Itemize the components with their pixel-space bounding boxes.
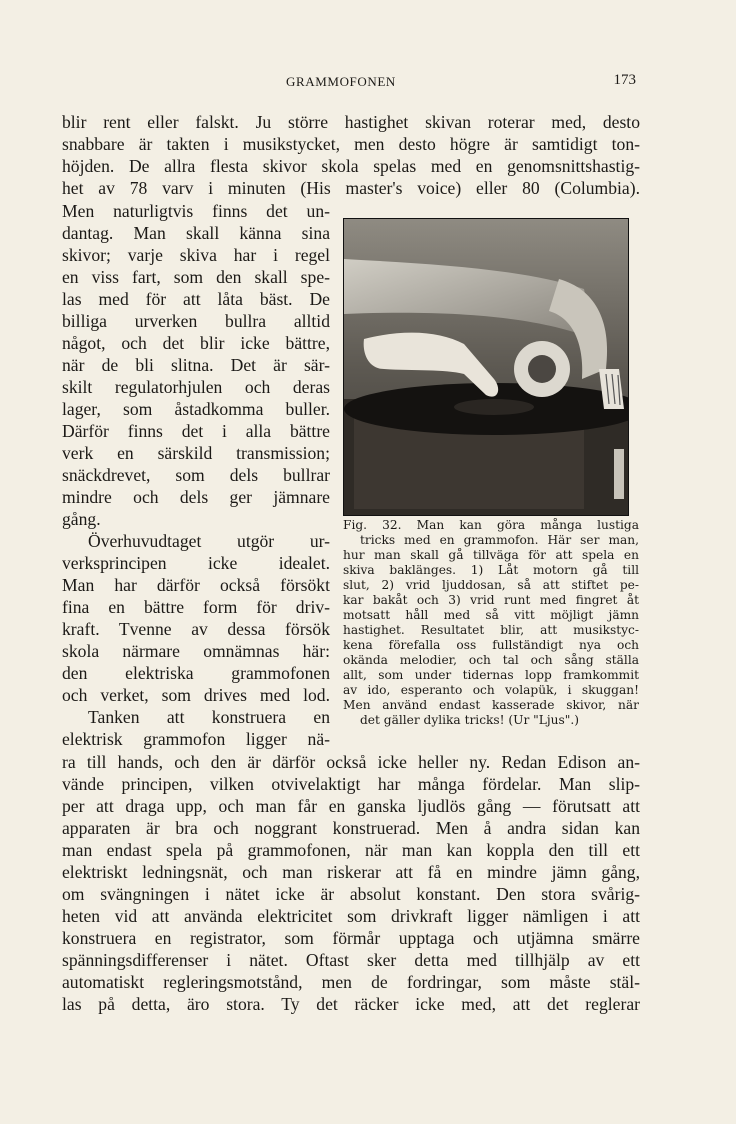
text-line: snäckdrevet, som dels bullrar [62, 465, 330, 485]
text-line: kraft. Tvenne av dessa försök [62, 619, 330, 639]
text-line: ra till hands, och den är därför också icke heller ny. Redan Edison an- [62, 752, 640, 772]
text-line: skilt regulatorhjulen och deras [62, 377, 330, 397]
text-line: vände principen, vilken otvivelaktigt har många fördelar. Man slip- [62, 774, 640, 794]
figure-caption-line: slut, 2) vrid ljuddosan, så att stiftet pe- [343, 578, 639, 592]
text-line: en viss fart, som den skall spe- [62, 267, 330, 287]
text-line: Överhuvudtaget utgör ur- [88, 531, 330, 551]
text-line: elektriskt ledningsnät, och man riskerar att få en mindre jämn gång, [62, 862, 640, 882]
text-line: man endast spela på grammofonen, när man kan koppla den till ett [62, 840, 640, 860]
text-line: dantag. Man skall känna sina [62, 223, 330, 243]
text-line: het av 78 varv i minuten (His master's voice) eller 80 (Columbia). [62, 178, 640, 198]
text-line: las med för att låta bäst. De [62, 289, 330, 309]
text-line: las på detta, äro stora. Ty det räcker icke med, att det reglerar [62, 994, 640, 1014]
text-line: Tanken att konstruera en [88, 707, 330, 727]
text-line: skivor; varje skiva har i regel [62, 245, 330, 265]
text-line: något, och det blir icke bättre, [62, 333, 330, 353]
figure-caption-line: allt, som under tidernas lopp framkommit [343, 668, 639, 682]
text-line: fina en bättre form för driv- [62, 597, 330, 617]
text-line: höjden. De allra flesta skivor skola spelas med en genomsnittshastig- [62, 156, 640, 176]
page-number: 173 [613, 72, 636, 88]
text-line: konstruera en registrator, som förmår upptaga och utjämna smärre [62, 928, 640, 948]
running-title: GRAMMOFONEN [286, 74, 396, 89]
text-line: spänningsdifferenser i nätet. Oftast sker detta med tillhjälp av ett [62, 950, 640, 970]
figure-caption-line: kena förefalla oss fullständigt nya och [343, 638, 639, 652]
gramophone-photo-image [344, 219, 628, 515]
text-line: automatiskt regleringsmotstånd, men de fordringar, som måste stäl- [62, 972, 640, 992]
text-line: om svängningen i nätet icke är absolut konstant. Den stora svårig- [62, 884, 640, 904]
text-line: lager, som åstadkomma buller. [62, 399, 330, 419]
text-line: per att draga upp, och man får en ganska ljudlös gång — förutsatt att [62, 796, 640, 816]
text-line: elektrisk grammofon ligger nä- [62, 729, 330, 749]
figure-caption-line: hur man skall gå tillväga för att spela en [343, 548, 639, 562]
text-line: blir rent eller falskt. Ju större hastighet skivan roterar med, desto [62, 112, 640, 132]
text-line: billiga urverken bullra alltid [62, 311, 330, 331]
gramophone-photo [343, 218, 629, 516]
text-line: och verket, som drives med lod. [62, 685, 330, 705]
figure-caption-line: av ido, esperanto och volapük, i skuggan! [343, 683, 639, 697]
text-line: verk en särskild transmission; [62, 443, 330, 463]
figure-caption-line: Fig. 32. Man kan göra många lustiga [343, 518, 639, 532]
text-line: Men naturligtvis finns det un- [62, 201, 330, 221]
text-line: heten vid att använda elektricitet som drivkraft ligger nämligen i att [62, 906, 640, 926]
text-line: snabbare är takten i musikstycket, men desto högre är samtidigt ton- [62, 134, 640, 154]
text-line: gång. [62, 509, 101, 529]
figure-caption-line: kar bakåt och 3) vrid runt med fingret åt [343, 593, 639, 607]
text-line: Därför finns det i alla bättre [62, 421, 330, 441]
page-header [62, 70, 636, 92]
figure-caption-line: Men använd endast kasserade skivor, när [343, 698, 639, 712]
text-line: den elektriska grammofonen [62, 663, 330, 683]
figure-caption-line: motsatt håll med så vitt möjligt jämn [343, 608, 639, 622]
text-line: apparaten är bra och noggrant konstruerad. Men å andra sidan kan [62, 818, 640, 838]
text-line: Man har därför också försökt [62, 575, 330, 595]
figure-caption-line: tricks med en grammofon. Här ser man, [360, 533, 639, 547]
figure-caption-line: skiva baklänges. 1) Låt motorn gå till [343, 563, 639, 577]
figure-caption-line: okända melodier, och tal och sång ställa [343, 653, 639, 667]
figure-caption-line: det gäller dylika tricks! (Ur "Ljus".) [360, 713, 579, 727]
text-line: mindre och dels ger jämnare [62, 487, 330, 507]
text-line: skola närmare omnämnas här: [62, 641, 330, 661]
text-line: verksprincipen icke idealet. [62, 553, 330, 573]
figure-caption-line: hastighet. Resultatet blir, att musikstyc- [343, 623, 639, 637]
text-line: när de bli slitna. Det är sär- [62, 355, 330, 375]
